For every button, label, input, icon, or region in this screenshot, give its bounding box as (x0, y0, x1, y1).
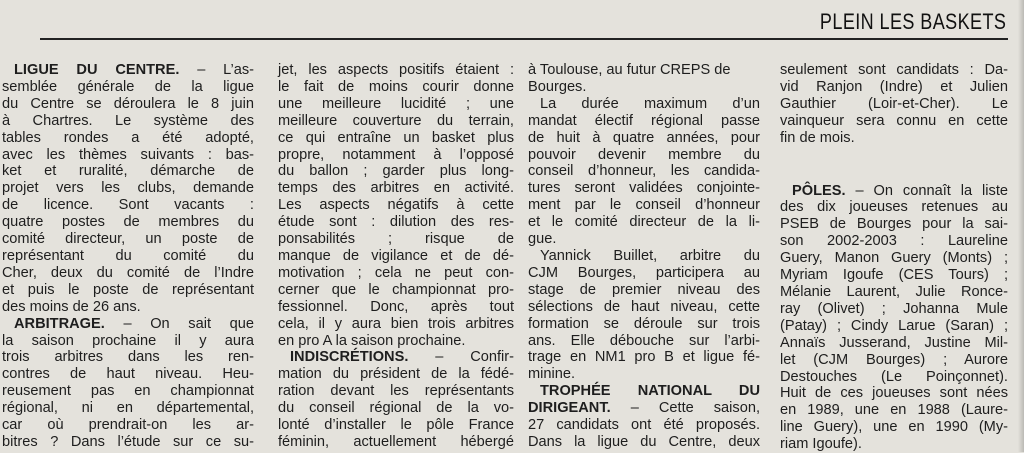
line-text: – On connaît la liste (845, 182, 1008, 199)
text-line (780, 233, 1008, 250)
section-keyword: PÔLES. (792, 182, 846, 199)
line-text: bitres ? Dans l’étude sur ce su- (2, 433, 254, 450)
text-line (780, 352, 1008, 369)
text-line (2, 96, 254, 113)
line-text: motivation ; cela ne peut con- (278, 264, 514, 281)
text-line (278, 265, 514, 282)
text-line (2, 214, 254, 231)
line-text: CJM Bourges, participera au (528, 264, 760, 281)
line-text: régional, ni en départemental, (2, 400, 254, 417)
text-line (2, 180, 254, 197)
text-line (528, 383, 760, 400)
line-text: reusement pas en championnat (2, 383, 254, 400)
text-line (528, 349, 760, 366)
text-line (278, 316, 514, 333)
text-line (2, 130, 254, 147)
section-keyword: INDISCRÉTIONS. (290, 349, 409, 366)
text-line (528, 316, 760, 333)
text-line (780, 183, 1008, 200)
line-text: ray (Olivet) ; Johanna Mule (780, 300, 1008, 317)
text-line (528, 400, 760, 417)
line-text: ans. Elle débouche sur l’arbi- (528, 332, 760, 349)
page-header (40, 8, 1008, 40)
line-text: trage en NM1 pro B et ligue fé- (528, 349, 760, 366)
text-line (278, 400, 514, 417)
text-line (528, 333, 760, 350)
text-line (278, 383, 514, 400)
text-line (278, 214, 514, 231)
line-text: trois arbitres dans les ren- (2, 349, 254, 366)
line-text: avec les thèmes suivants : bas- (2, 146, 254, 163)
line-text: Cher, deux du comité de l’Indre (2, 264, 254, 281)
text-line (780, 369, 1008, 386)
line-text: jet, les aspects positifs étaient : (278, 62, 514, 78)
text-line (278, 147, 514, 164)
text-line (780, 335, 1008, 352)
line-text: tables rondes a été adopté, (2, 129, 254, 146)
text-line (278, 366, 514, 383)
line-text: cerner que le championnat pro- (278, 281, 514, 298)
text-line (780, 199, 1008, 216)
text-line (2, 265, 254, 282)
section-keyword: TROPHÉE NATIONAL DU (540, 383, 760, 400)
section-title: PLEIN LES BASKETS (819, 9, 1006, 34)
text-line (780, 402, 1008, 419)
line-text: line Guery), une en 1990 (My- (780, 419, 1008, 436)
text-line (2, 163, 254, 180)
line-text: tures seront validées conjointe- (528, 180, 760, 197)
line-text: du Centre se déroulera le 8 juin (2, 95, 254, 112)
text-line (278, 349, 514, 366)
text-line (2, 333, 254, 350)
line-text: semblée générale de la ligue (2, 78, 254, 95)
line-text: contres de haut niveau. Heu- (2, 366, 254, 383)
text-line (2, 282, 254, 299)
line-text: vainqueur sera connu en cette (780, 112, 1008, 129)
text-line (2, 248, 254, 265)
line-text: stage de premier niveau des (528, 281, 760, 298)
text-line (780, 130, 1008, 147)
line-text: Mélanie Laurent, Julie Ronce- (780, 283, 1008, 300)
text-line (528, 130, 760, 147)
text-line (528, 79, 760, 96)
line-text: La durée maximum d’un (540, 95, 760, 112)
line-text: en 1989, une en 1988 (Laure- (780, 402, 1008, 419)
text-line (528, 265, 760, 282)
line-text: projet vers les clubs, demande (2, 180, 254, 197)
line-text: temps des arbitres en activité. (278, 180, 514, 197)
line-text: Gauthier (Loir-et-Cher). Le (780, 95, 1008, 112)
text-line (528, 96, 760, 113)
text-line (780, 419, 1008, 436)
line-text: riam Igoufe). (780, 436, 862, 453)
text-line (2, 113, 254, 130)
line-text: Myriam Igoufe (CES Tours) ; (780, 267, 1008, 284)
text-line (2, 417, 254, 434)
line-text: – Cette saison, (610, 400, 760, 417)
text-line (528, 147, 760, 164)
text-line (2, 349, 254, 366)
line-text: ket et ruralité, démarche de (2, 163, 254, 180)
line-text: 27 candidats ont été proposés. (528, 417, 760, 434)
text-line (780, 113, 1008, 130)
line-text: représentant du comité du (2, 247, 254, 264)
text-line (278, 333, 514, 350)
text-line (2, 383, 254, 400)
line-text: à Toulouse, au futur CREPS de (528, 62, 731, 78)
line-text: Huit de ces joueuses sont nées (780, 385, 1008, 402)
line-text: pouvoir devenir membre du (528, 146, 760, 163)
text-line (528, 180, 760, 197)
line-text: conseil d’honneur, les candida- (528, 163, 760, 180)
text-line (780, 284, 1008, 301)
line-text: et puis le poste de représentant (2, 281, 254, 298)
text-line (2, 299, 254, 316)
line-text: Dans la ligue du Centre, deux (528, 433, 760, 450)
line-text: minine. (528, 366, 576, 383)
line-text: fessionnel. Donc, après tout (278, 298, 514, 315)
line-text: – L’as- (179, 62, 254, 78)
line-text: seulement sont candidats : Da- (780, 62, 1008, 78)
text-line (528, 62, 760, 79)
line-text: de huit à quatre années, pour (528, 129, 760, 146)
text-line (780, 385, 1008, 402)
text-line (780, 62, 1008, 79)
paragraph-gap (780, 147, 1008, 183)
text-line (278, 231, 514, 248)
line-text: de licence. Sont vacants : (2, 197, 254, 214)
text-line (278, 434, 514, 451)
line-text: du conseil régional de la vo- (278, 400, 514, 417)
line-text: comité directeur, un poste de (2, 231, 254, 248)
line-text: Bourges. (528, 78, 587, 95)
text-line (2, 79, 254, 96)
line-text: car où prendrait-on les ar- (2, 417, 254, 434)
text-line (2, 400, 254, 417)
line-text: des moins de 26 ans. (2, 298, 141, 315)
line-text: manque de vigilance et de dé- (278, 247, 514, 264)
text-line (528, 299, 760, 316)
line-text: let (CJM Bourges) ; Aurore (780, 351, 1008, 368)
text-line (278, 197, 514, 214)
line-text: sélections de haut niveau, cette (528, 298, 760, 315)
line-text: gue. (528, 231, 557, 248)
line-text: Les aspects négatifs à cette (278, 197, 514, 214)
line-text: lonté d’installer le pôle France (278, 417, 514, 434)
line-text: le fait de moins courir donne (278, 78, 514, 95)
line-text: ponsabilités ; risque de (278, 231, 514, 248)
line-text: mation du président de la fédé- (278, 366, 514, 383)
text-line (780, 301, 1008, 318)
text-line (278, 79, 514, 96)
article-column-4 (780, 62, 1008, 453)
text-line (278, 96, 514, 113)
text-line (278, 113, 514, 130)
text-line (2, 62, 254, 79)
text-line (528, 248, 760, 265)
line-text: une meilleure lucidité ; une (278, 95, 514, 112)
section-keyword: DIRIGEANT. (528, 400, 611, 417)
text-line (2, 231, 254, 248)
text-line (528, 434, 760, 451)
line-text: vid Ranjon (Indre) et Julien (780, 78, 1008, 95)
article-column-3 (528, 62, 760, 451)
line-text: et le comité directeur de la li- (528, 214, 760, 231)
line-text: – Confir- (408, 349, 514, 366)
text-line (528, 214, 760, 231)
text-line (528, 113, 760, 130)
line-text: la saison prochaine il y aura (2, 332, 254, 349)
line-text: Guery, Manon Guery (Monts) ; (780, 250, 1008, 267)
text-line (780, 436, 1008, 453)
line-text: cela, il y aura bien trois arbitres (278, 315, 514, 332)
line-text: son 2002-2003 : Laureline (780, 233, 1008, 250)
line-text: propre, notamment à l’opposé (278, 146, 514, 163)
text-line (528, 366, 760, 383)
line-text: Annaïs Jusserand, Justine Mil- (780, 334, 1008, 351)
line-text: quatre postes de membres du (2, 214, 254, 231)
text-line (278, 248, 514, 265)
text-line (528, 417, 760, 434)
page-edge-shadow (1018, 0, 1024, 452)
text-line (780, 96, 1008, 113)
text-line (278, 130, 514, 147)
text-line (780, 318, 1008, 335)
line-text: des dix joueuses retenues au (780, 199, 1008, 216)
line-text: ce qui entraîne un basket plus (278, 129, 514, 146)
text-line (278, 417, 514, 434)
line-text: Destouches (Le Poinçonnet). (780, 368, 1008, 385)
text-line (2, 147, 254, 164)
text-line (780, 79, 1008, 96)
line-text: étude sont : dilution des res- (278, 214, 514, 231)
line-text: fin de mois. (780, 129, 855, 146)
line-text: ment par le conseil d’honneur (528, 197, 760, 214)
line-text: féminin, actuellement hébergé (278, 433, 514, 450)
text-line (278, 282, 514, 299)
line-text: formation se déroule sur trois (528, 315, 760, 332)
line-text: mandat électif régional passe (528, 112, 760, 129)
line-text: Yannick Buillet, arbitre du (540, 247, 760, 264)
text-line (278, 163, 514, 180)
text-line (780, 216, 1008, 233)
line-text: à Chartres. Le système des (2, 112, 254, 129)
text-line (528, 197, 760, 214)
text-line (780, 267, 1008, 284)
line-text: ration devant les représentants (278, 383, 514, 400)
text-line (278, 299, 514, 316)
section-keyword: LIGUE DU CENTRE. (14, 62, 180, 78)
text-line (780, 250, 1008, 267)
article-column-1 (2, 62, 254, 451)
text-line (2, 316, 254, 333)
line-text: (Patay) ; Cindy Larue (Saran) ; (780, 317, 1008, 334)
line-text: PSEB de Bourges pour la sai- (780, 216, 1008, 233)
text-line (528, 231, 760, 248)
text-line (2, 197, 254, 214)
line-text: – On sait que (104, 315, 254, 332)
text-line (528, 163, 760, 180)
text-line (2, 434, 254, 451)
section-keyword: ARBITRAGE. (14, 315, 105, 332)
text-line (278, 180, 514, 197)
text-line (528, 282, 760, 299)
text-line (278, 62, 514, 79)
line-text: en pro A la saison prochaine. (278, 332, 466, 349)
line-text: meilleure couverture du terrain, (278, 112, 514, 129)
text-line (2, 366, 254, 383)
line-text: du ballon ; garder plus long- (278, 163, 514, 180)
article-column-2 (278, 62, 514, 451)
